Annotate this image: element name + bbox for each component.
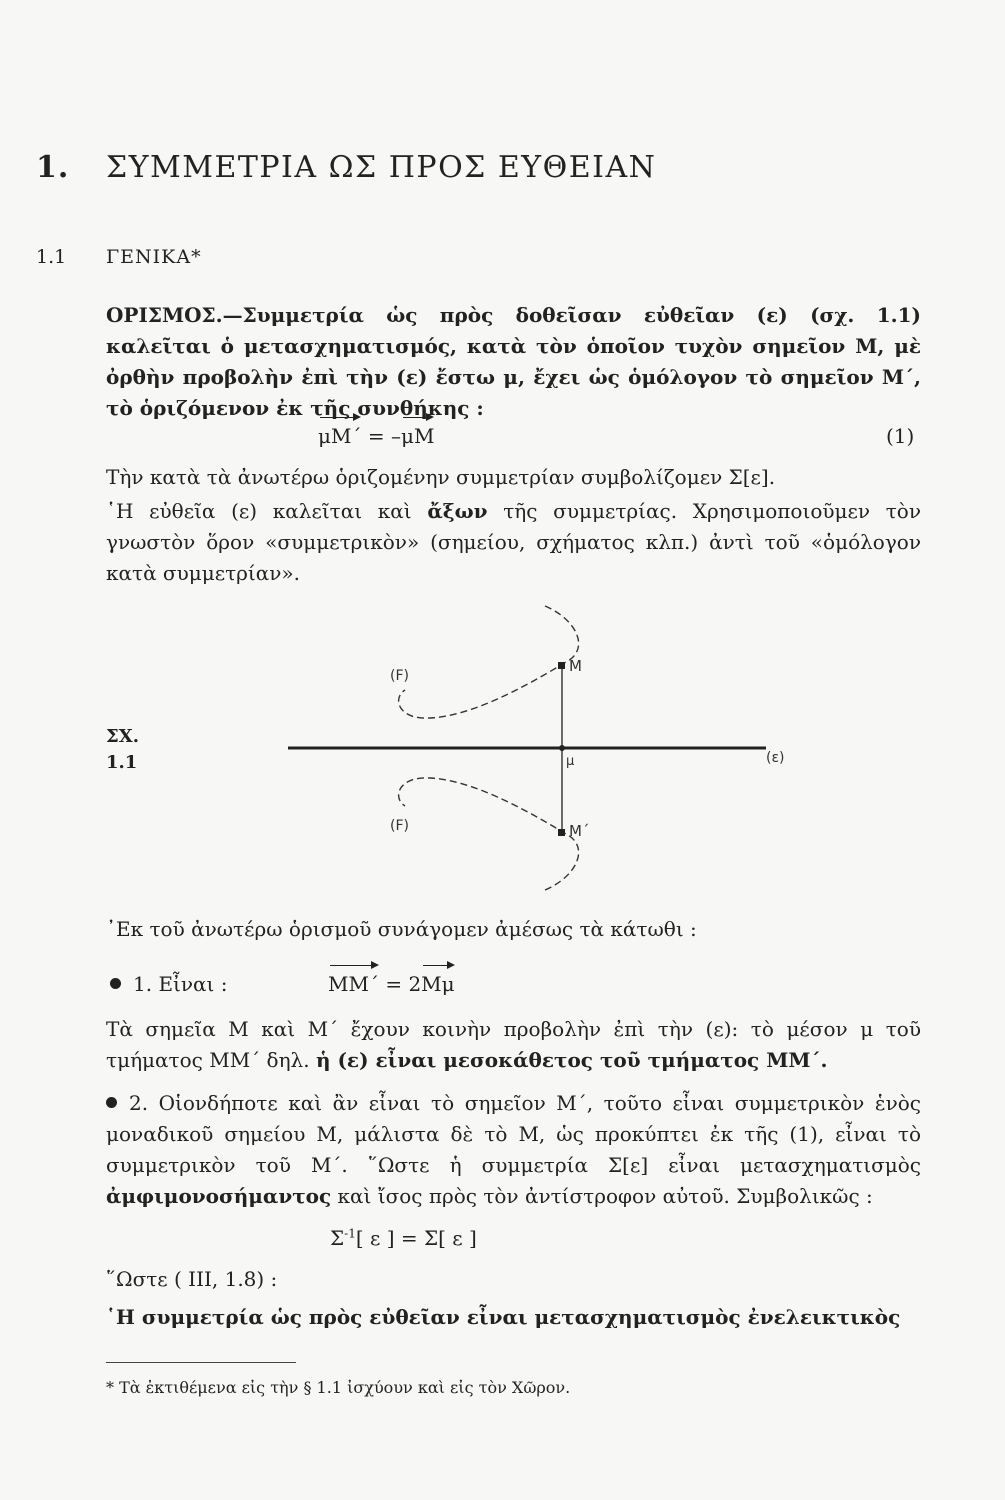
equation-1-number: (1) [886, 424, 915, 448]
figure-label-line1: ΣΧ. [106, 726, 139, 747]
item-1-equation [328, 972, 455, 996]
label-M-prime: Μ΄ [569, 822, 590, 840]
vector-muM-prime: μΜ΄ [318, 424, 362, 448]
item-1-text: Τὰ σημεῖα Μ καὶ Μ΄ ἔχουν κοινὴν προβολὴν ἐπὶ τὴν (ε): τὸ μέσον μ τοῦ τμήματος ΜΜ΄ δηλ. [106, 1017, 921, 1072]
conclusion-statement: ῾Η συμμετρία ὡς πρὸς εὐθεῖαν εἶναι μετασχηματισμὸς ἐνελεικτικὸς [106, 1305, 901, 1329]
label-mu: μ [566, 754, 575, 769]
definition-lead: ΟΡΙΣΜΟΣ. [106, 303, 223, 327]
vector-MM-prime: ΜΜ΄ [328, 972, 379, 996]
label-M: Μ [569, 657, 582, 675]
item-2-paragraph [106, 1088, 921, 1212]
inverse-equation [330, 1226, 477, 1250]
inverse-rest: [ ε ] = Σ[ ε ] [355, 1226, 477, 1250]
chapter-title: ΣΥΜΜΕΤΡΙΑ ΩΣ ΠΡΟΣ ΕΥΘΕΙΑΝ [106, 150, 657, 185]
inverse-sigma: Σ [330, 1226, 345, 1250]
label-axis: (ε) [766, 750, 785, 766]
point-mu [559, 745, 565, 751]
point-M [558, 662, 565, 669]
point-M-prime [558, 829, 565, 836]
item-1-label: 1. Εἶναι : [133, 972, 228, 996]
hence-paragraph: ῞Ωστε ( ΙΙΙ, 1.8) : [106, 1267, 278, 1291]
curve-F-top [399, 606, 579, 718]
label-F-bottom: (F) [390, 818, 409, 834]
item-2-text: 2. Οἱονδήποτε καὶ ἂν εἶναι τὸ σημεῖον Μ΄, τοῦτο εἶναι συμμετρικὸν ἑνὸς μοναδικοῦ σημείου Μ, μάλιστα δὲ τὸ Μ, ὡς προκύπτει ἐκ τῆς (1), εἶναι τὸ συμμετρικὸν τοῦ Μ΄. ῞Ωστε ἡ συμμετρία Σ[ε] εἶναι μετασχηματισμὸς [106, 1091, 921, 1177]
symbol-paragraph: Τὴν κατὰ τὰ ἀνωτέρω ὁριζομένην συμμετρίαν συμβολίζομεν Σ[ε]. [106, 465, 776, 489]
item-1-emphasis: ἡ (ε) εἶναι μεσοκάθετος τοῦ τμήματος ΜΜ΄. [315, 1048, 828, 1072]
figure-label-line2: 1.1 [106, 752, 138, 773]
footnote-divider [106, 1362, 296, 1363]
axis-term: ἄξων [427, 499, 488, 523]
equation-1 [318, 424, 434, 448]
curve-F-bottom [399, 778, 579, 890]
vector-Mmu: Μμ [421, 972, 455, 996]
vector-muM: μΜ [400, 424, 435, 448]
label-F-top: (F) [390, 668, 409, 684]
item-2-text-post: καὶ ἴσος πρὸς τὸν ἀντίστροφον αὐτοῦ. Συμβολικῶς : [331, 1184, 873, 1208]
footnote: * Τὰ ἐκτιθέμενα εἰς τὴν § 1.1 ἰσχύουν καὶ εἰς τὸν Χῶρον. [106, 1378, 571, 1397]
axis-paragraph-pre: ῾Η εὐθεῖα (ε) καλεῖται καὶ [106, 499, 428, 523]
definition-paragraph [106, 300, 921, 424]
equation-1-operator: = – [361, 424, 401, 448]
figure-symmetry-diagram [0, 590, 1005, 900]
inverse-exponent: -1 [344, 1226, 356, 1241]
bullet-icon [110, 978, 121, 989]
axis-paragraph-post: τῆς συμμετρίας. Χρησιμοποιοῦμεν τὸν γνωστὸν ὅρον «συμμετρικὸν» (σημείου, σχήματος κλπ.) ἀντὶ τοῦ «ὁμόλογον κατὰ συμμετρίαν». [106, 499, 922, 585]
chapter-number: 1. [36, 150, 70, 185]
section-number: 1.1 [36, 246, 67, 268]
axis-paragraph [106, 496, 921, 589]
item-1-paragraph [106, 1014, 921, 1076]
definition-text: —Συμμετρία ὡς πρὸς δοθεῖσαν εὐθεῖαν (ε) (σχ. 1.1) καλεῖται ὁ μετασχηματισμός, κατὰ τὸν ὁποῖον τυχὸν σημεῖον Μ, μὲ ὀρθὴν προβολὴν ἐπὶ τὴν (ε) ἔστω μ, ἔχει ὡς ὁμόλογον τὸ σημεῖον Μ΄, τὸ ὁριζόμενον ἐκ τῆς συνθήκης : [106, 303, 921, 420]
consequence-paragraph: ᾿Εκ τοῦ ἀνωτέρω ὁρισμοῦ συνάγομεν ἀμέσως τὰ κάτωθι : [106, 917, 697, 941]
item-1-operator: = 2 [378, 972, 422, 996]
item-2-emphasis: ἀμφιμονοσήμαντος [106, 1184, 332, 1208]
bullet-icon [106, 1097, 117, 1108]
section-title: ΓΕΝΙΚΑ* [106, 246, 202, 268]
item-1-header [110, 972, 227, 996]
